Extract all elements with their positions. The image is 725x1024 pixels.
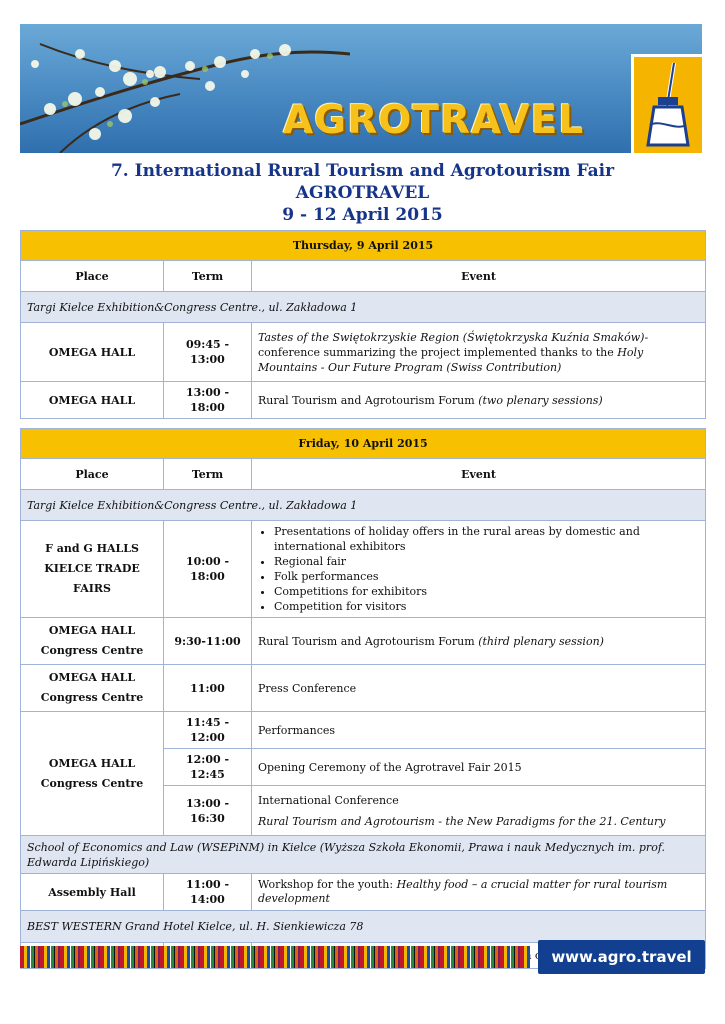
list-item: • Competition for visitors <box>274 599 699 614</box>
event-text: Rural Tourism and Agrotourism Forum <box>258 634 479 648</box>
place-cell <box>21 521 164 618</box>
column-header-event: Event <box>252 261 706 292</box>
event-note: (two plenary sessions) <box>478 393 603 407</box>
term-cell: 9:30-11:00 <box>164 618 252 665</box>
place-subname: Congress Centre <box>40 776 144 790</box>
term-cell: 11:00 - 14:00 <box>164 874 252 911</box>
event-cell <box>252 382 706 419</box>
event-subtitle: Rural Tourism and Agrotourism - the New Paradigms for the 21. Century <box>258 814 666 828</box>
event-cell <box>252 323 706 382</box>
list-item: • Competitions for exhibitors <box>274 584 699 599</box>
table-row <box>21 712 706 749</box>
event-text: International Conference <box>258 793 399 807</box>
event-cell: Press Conference <box>252 665 706 712</box>
table-row <box>21 382 706 419</box>
venue-row: BEST WESTERN Grand Hotel Kielce, ul. H. Sienkiewicza 78 <box>21 911 706 943</box>
event-cell <box>252 521 706 618</box>
place-name: OMEGA HALL <box>48 671 136 684</box>
term-cell: 13:00 - 16:30 <box>164 786 252 836</box>
term-cell: 11:00 <box>164 665 252 712</box>
table-row <box>21 665 706 712</box>
event-note: Healthy food – a crucial matter for rural tourism development <box>258 878 668 905</box>
day-header: Friday, 10 April 2015 <box>21 429 706 459</box>
column-header-place: Place <box>21 459 164 490</box>
day-header: Thursday, 9 April 2015 <box>21 231 706 261</box>
brand-logo-text: AGROTRAVEL <box>283 98 585 143</box>
event-text: Workshop for the youth: <box>258 878 397 891</box>
list-item: • Presentations of holiday offers in the rural areas by domestic and international exhibitors <box>274 524 699 554</box>
website-link[interactable]: www.agro.travel <box>538 940 705 974</box>
folk-pattern-stripe <box>20 946 530 968</box>
event-cell: Opening Ceremony of the Agrotravel Fair 2015 <box>252 749 706 786</box>
place-cell: OMEGA HALL <box>21 382 164 419</box>
column-header-event: Event <box>252 459 706 490</box>
event-note: (third plenary session) <box>478 634 604 648</box>
butter-churn-logo <box>631 54 702 153</box>
term-cell: 09:45 - 13:00 <box>164 323 252 382</box>
term-cell: 10:00 - 18:00 <box>164 521 252 618</box>
table-row <box>21 618 706 665</box>
event-cell <box>252 874 706 911</box>
fair-title <box>0 160 725 226</box>
header-banner <box>20 24 702 153</box>
place-subname: Congress Centre <box>40 644 144 657</box>
term-cell: 13:00 - 18:00 <box>164 382 252 419</box>
table-row <box>21 323 706 382</box>
column-header-term: Term <box>164 459 252 490</box>
churn-icon <box>634 57 702 153</box>
table-row <box>21 874 706 911</box>
event-cell <box>252 786 706 836</box>
fair-dates: 9 - 12 April 2015 <box>282 205 443 225</box>
term-cell: 11:45 - 12:00 <box>164 712 252 749</box>
place-cell: OMEGA HALL <box>21 323 164 382</box>
event-text: - conference summarizing the project implemented thanks to the <box>258 330 649 359</box>
venue-row: School of Economics and Law (WSEPiNM) in Kielce (Wyższa Szkoła Ekonomii, Prawa i nauk Medycznych im. prof. Edwarda Lipińskiego) <box>21 836 706 874</box>
footer <box>20 946 705 972</box>
place-name: F and G HALLS <box>45 542 139 555</box>
column-header-term: Term <box>164 261 252 292</box>
fair-title-line: 7. International Rural Tourism and Agrotourism Fair <box>110 161 615 181</box>
event-text: Rural Tourism and Agrotourism Forum <box>258 393 479 407</box>
column-header-place: Place <box>21 261 164 292</box>
venue-row: Targi Kielce Exhibition&Congress Centre., ul. Zakładowa 1 <box>21 490 706 521</box>
place-cell <box>21 618 164 665</box>
place-subname: KIELCE TRADE FAIRS <box>44 562 140 595</box>
event-title: Tastes of the Swiętokrzyskie Region (Świętokrzyska Kuźnia Smaków) <box>258 330 645 344</box>
place-cell <box>21 712 164 836</box>
schedule-table-day1 <box>20 230 706 419</box>
place-name: OMEGA HALL <box>48 756 136 770</box>
table-row <box>21 521 706 618</box>
place-subname: Congress Centre <box>40 691 144 704</box>
event-cell: Performances <box>252 712 706 749</box>
fair-name: AGROTRAVEL <box>295 183 430 203</box>
place-cell: Assembly Hall <box>21 874 164 911</box>
event-bullet-list <box>258 524 699 614</box>
list-item: • Regional fair <box>274 554 699 569</box>
schedule-table-day2 <box>20 428 706 969</box>
place-cell <box>21 665 164 712</box>
place-name: OMEGA HALL <box>48 624 136 637</box>
event-cell <box>252 618 706 665</box>
venue-row: Targi Kielce Exhibition&Congress Centre., ul. Zakładowa 1 <box>21 292 706 323</box>
event-program: Holy Mountains - Our Future Program (Swiss Contribution) <box>258 345 644 374</box>
list-item: • Folk performances <box>274 569 699 584</box>
term-cell: 12:00 - 12:45 <box>164 749 252 786</box>
